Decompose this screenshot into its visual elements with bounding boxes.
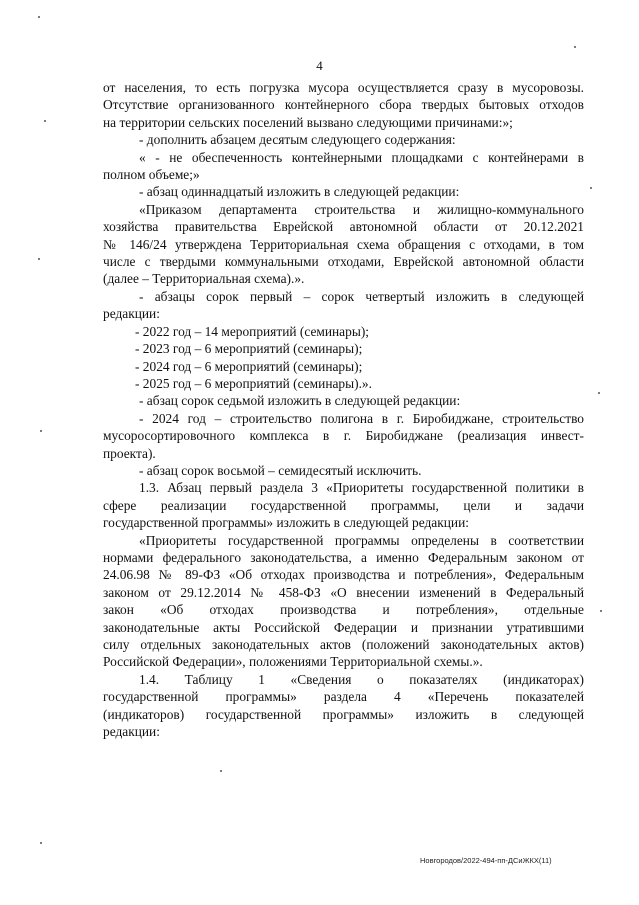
text-line: числе с твердыми коммунальными отходами, Еврейской автономной области [103, 254, 584, 270]
scan-speck [574, 46, 576, 48]
document-body [103, 79, 584, 740]
text-line: нормами федерального законодательства, а именно Федеральным законом от [103, 549, 584, 565]
scan-speck [40, 430, 42, 432]
footer-reference: Новгородов/2022-494-пп-ДСиЖКХ(11) [420, 856, 552, 865]
text-line: № 146/24 утверждена Территориальная схема обращения с отходами, в том [103, 236, 584, 252]
text-line: «Приказом департамента строительства и жилищно-коммунального [139, 201, 584, 217]
scan-speck [38, 258, 40, 260]
text-line: закон «Об отходах производства и потребления», отдельные [103, 602, 584, 618]
list-item: - 2022 год – 14 мероприятий (семинары); [135, 323, 370, 339]
text-line: Отсутствие организованного контейнерного сбора твердых бытовых отходов [103, 97, 584, 113]
text-line: - абзацы сорок первый – сорок четвертый изложить в следующей [139, 288, 584, 304]
text-line: государственной программы» изложить в следующей редакции: [103, 515, 469, 531]
section-heading: 1.4. Таблицу 1 «Сведения о показателях (индикаторах) [139, 671, 584, 687]
text-line: государственной программы» раздела 4 «Перечень показателей [103, 689, 584, 705]
text-line: законодательные акты Российской Федерации и признании утратившими [103, 619, 584, 635]
text-line: 24.06.98 № 89-ФЗ «Об отходах производства и потребления», Федеральным [103, 567, 584, 583]
scan-speck [598, 392, 600, 394]
text-line: мусоросортировочного комплекса в г. Биробиджане (реализация инвест- [103, 428, 584, 444]
scan-speck [590, 187, 592, 189]
page-number: 4 [316, 58, 323, 73]
text-line: законом от 29.12.2014 № 458-ФЗ «О внесении изменений в Федеральный [103, 584, 584, 600]
list-item: - 2023 год – 6 мероприятий (семинары); [135, 341, 363, 357]
text-line: проекта). [103, 445, 156, 461]
text-line: редакции: [103, 724, 160, 740]
text-line: от населения, то есть погрузка мусора осуществляется сразу в мусоровозы. [103, 80, 584, 95]
text-line: полном объеме;» [103, 167, 200, 183]
text-line: - 2024 год – строительство полигона в г. Биробиджане, строительство [139, 410, 584, 426]
scan-speck [40, 842, 42, 844]
scan-speck [600, 610, 602, 612]
text-line: - абзац одиннадцатый изложить в следующей редакции: [139, 184, 460, 200]
text-line: сфере реализации государственной программы, цели и задачи [103, 497, 584, 513]
text-line: силу отдельных законодательных актов (положений законодательных актов) [103, 637, 584, 652]
text-line: редакции: [103, 306, 160, 322]
scan-speck [38, 16, 40, 18]
list-item: - 2024 год – 6 мероприятий (семинары); [135, 358, 363, 374]
text-line: (далее – Территориальная схема).». [103, 271, 305, 287]
text-line: - дополнить абзацем десятым следующего содержания: [139, 132, 456, 148]
text-line: Российской Федерации», положениями Территориальной схемы.». [103, 654, 483, 670]
text-line: «Приоритеты государственной программы определены в соответствии [139, 532, 584, 548]
text-line: на территории сельских поселений вызвано следующими причинами:»; [103, 114, 513, 130]
text-line: « - не обеспеченность контейнерными площадками с контейнерами в [139, 149, 584, 165]
text-line: - абзац сорок седьмой изложить в следующей редакции: [139, 393, 461, 409]
scan-speck [44, 120, 46, 122]
text-line: (индикаторов) государственной программы» изложить в следующей [103, 706, 584, 722]
text-line: - абзац сорок восьмой – семидесятый исключить. [139, 462, 422, 478]
text-line: хозяйства правительства Еврейской автономной области от 20.12.2021 [103, 219, 584, 235]
scan-speck [220, 770, 222, 772]
section-heading: 1.3. Абзац первый раздела 3 «Приоритеты государственной политики в [139, 480, 584, 496]
list-item: - 2025 год – 6 мероприятий (семинары).». [135, 375, 372, 391]
